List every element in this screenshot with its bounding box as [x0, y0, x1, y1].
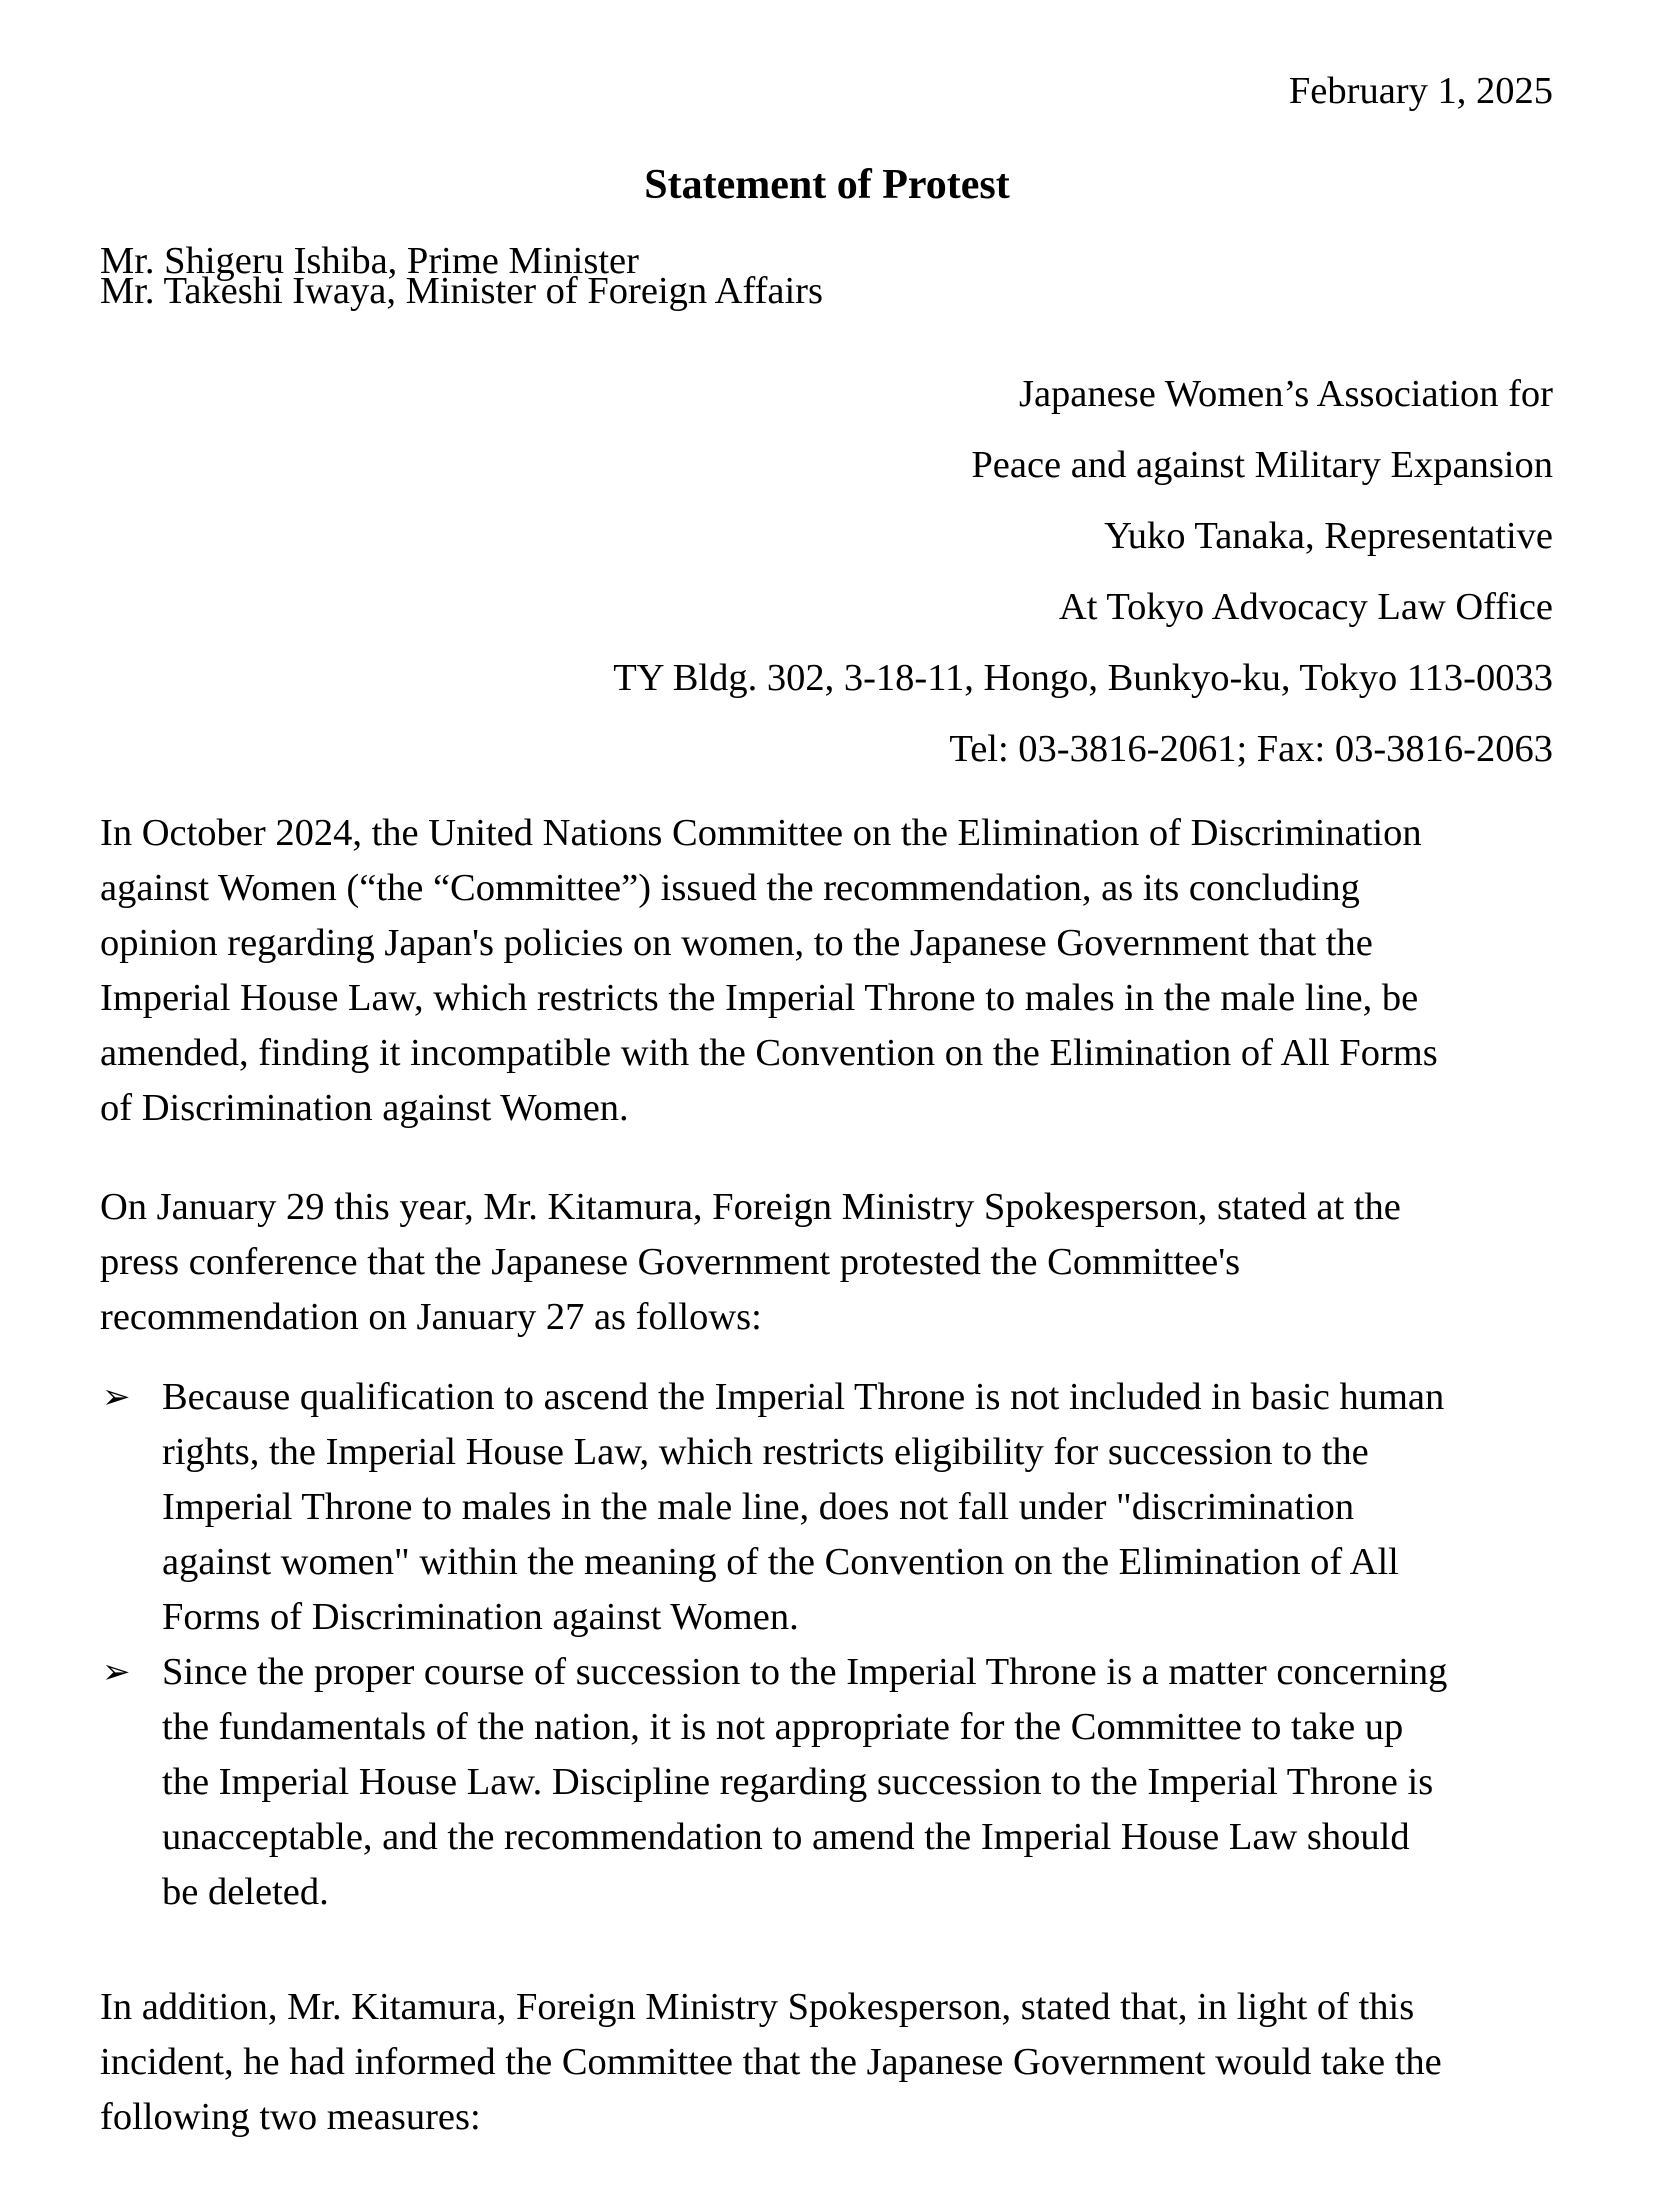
- text-line: the fundamentals of the nation, it is not appropriate for the Committee to take up: [162, 1706, 1404, 1748]
- sender-address: TY Bldg. 302, 3-18-11, Hongo, Bunkyo-ku, Tokyo 113-0033: [613, 657, 1553, 699]
- text-line: incident, he had informed the Committee that the Japanese Government would take the: [100, 2041, 1442, 2083]
- paragraph-cedaw-recommendation: [100, 806, 1438, 1136]
- sender-organization-line-1: Japanese Women’s Association for: [1018, 373, 1553, 415]
- text-line: rights, the Imperial House Law, which restricts eligibility for succession to the: [162, 1431, 1369, 1473]
- text-line: Because qualification to ascend the Imperial Throne is not included in basic human: [162, 1376, 1445, 1418]
- sender-organization-line-2: Peace and against Military Expansion: [971, 444, 1553, 486]
- text-line: On January 29 this year, Mr. Kitamura, Foreign Ministry Spokesperson, stated at the: [100, 1186, 1401, 1228]
- text-line: Forms of Discrimination against Women.: [162, 1596, 799, 1638]
- text-line: amended, finding it incompatible with the Convention on the Elimination of All Forms: [100, 1032, 1438, 1074]
- sender-representative: Yuko Tanaka, Representative: [1104, 515, 1553, 557]
- text-line: In October 2024, the United Nations Committee on the Elimination of Discrimination: [100, 812, 1422, 854]
- letter-date: February 1, 2025: [1288, 70, 1553, 112]
- text-line: opinion regarding Japan's policies on women, to the Japanese Government that the: [100, 922, 1373, 964]
- list-item: [100, 1645, 1447, 1920]
- text-line: unacceptable, and the recommendation to amend the Imperial House Law should: [162, 1816, 1410, 1858]
- addressee-block: [100, 240, 823, 312]
- addressee-line: Mr. Takeshi Iwaya, Minister of Foreign Affairs: [100, 270, 823, 312]
- list-item: [100, 1370, 1447, 1645]
- text-line: Since the proper course of succession to the Imperial Throne is a matter concerning: [162, 1651, 1448, 1693]
- arrowhead-bullet-icon: ➢: [102, 1379, 131, 1416]
- paragraph-government-protest: [100, 1180, 1401, 1345]
- text-line: of Discrimination against Women.: [100, 1087, 629, 1129]
- text-line: against women" within the meaning of the Convention on the Elimination of All: [162, 1541, 1399, 1583]
- text-line: following two measures:: [100, 2096, 481, 2138]
- document-title: Statement of Protest: [644, 162, 1010, 208]
- arrowhead-bullet-icon: ➢: [102, 1654, 131, 1691]
- text-line: Imperial Throne to males in the male line, does not fall under "discrimination: [162, 1486, 1355, 1528]
- text-line: be deleted.: [162, 1871, 329, 1913]
- text-line: the Imperial House Law. Discipline regarding succession to the Imperial Throne is: [162, 1761, 1434, 1803]
- text-line: recommendation on January 27 as follows:: [100, 1296, 762, 1338]
- sender-office: At Tokyo Advocacy Law Office: [1058, 586, 1553, 628]
- sender-contact: Tel: 03-3816-2061; Fax: 03-3816-2063: [949, 728, 1553, 770]
- protest-points-list: [100, 1370, 1447, 1920]
- text-line: against Women (“the “Committee”) issued the recommendation, as its concluding: [100, 867, 1360, 909]
- text-line: press conference that the Japanese Government protested the Committee's: [100, 1241, 1241, 1283]
- sender-block: [613, 359, 1553, 785]
- text-line: Imperial House Law, which restricts the Imperial Throne to males in the male line, be: [100, 977, 1419, 1019]
- paragraph-government-measures: [100, 1980, 1442, 2145]
- text-line: In addition, Mr. Kitamura, Foreign Ministry Spokesperson, stated that, in light of this: [100, 1986, 1415, 2028]
- addressee-line: Mr. Shigeru Ishiba, Prime Minister: [100, 240, 639, 282]
